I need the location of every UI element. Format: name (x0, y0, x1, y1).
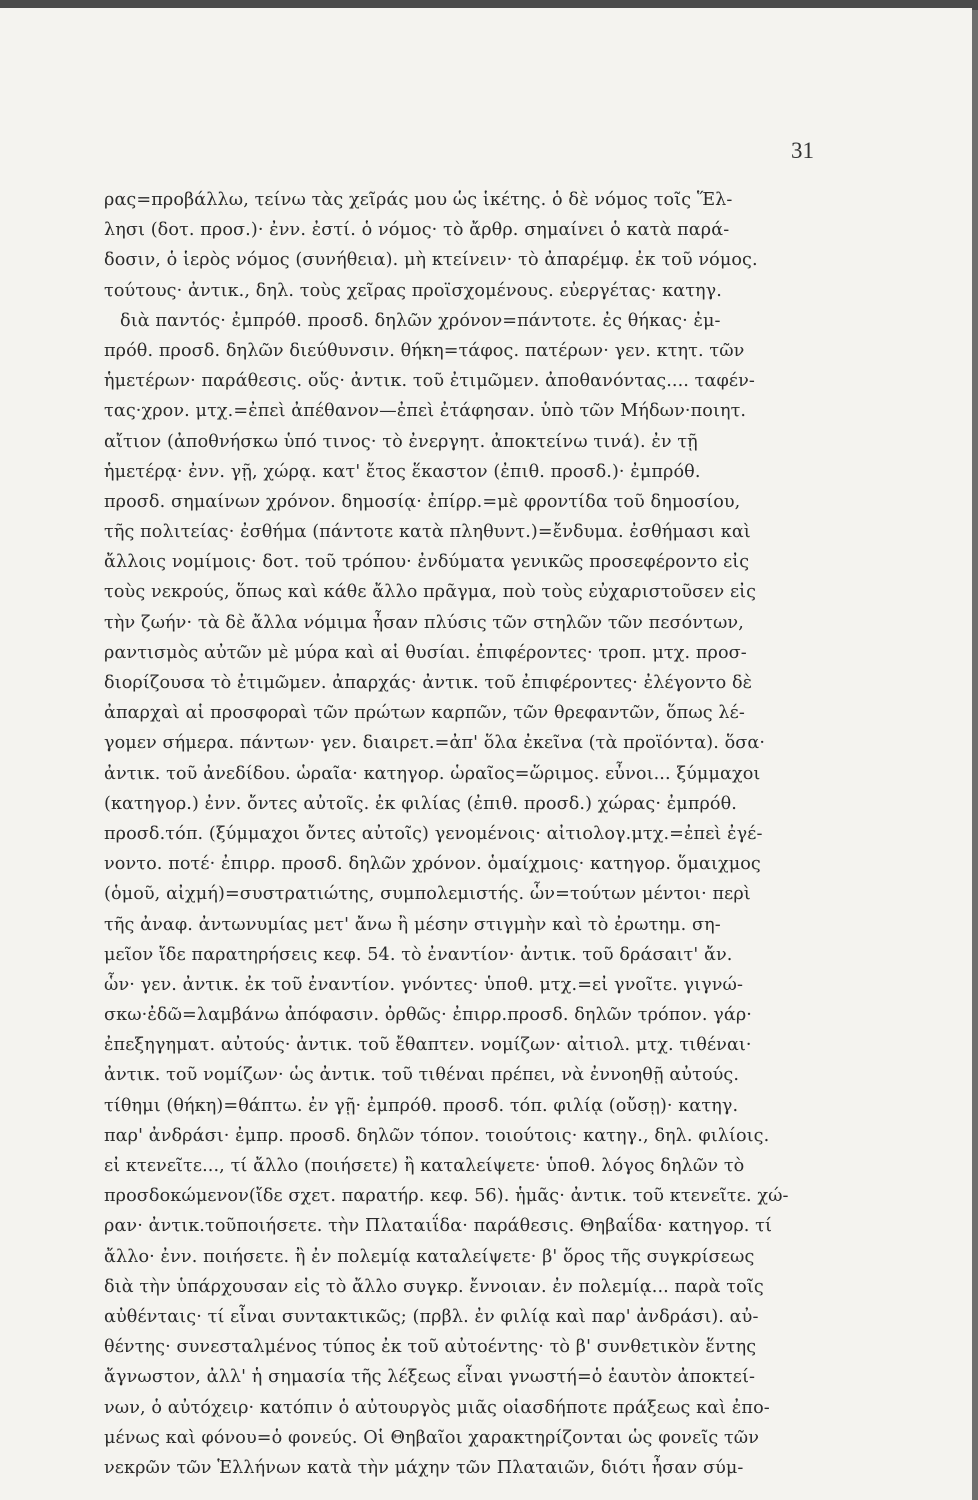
text-line: ὧν· γεν. ἀντικ. ἐκ τοῦ ἐναντίον. γνόντες· ὑποθ. μτχ.=εἰ γνοῖτε. γιγνώ- (104, 974, 744, 995)
text-line: προσδ.τόπ. (ξύμμαχοι ὄντες αὐτοῖς) γενομένοις· αἰτιολογ.μτχ.=ἐπεὶ ἐγέ- (104, 823, 763, 844)
text-line: τοὺς νεκρούς, ὅπως καὶ κάθε ἄλλο πρᾶγμα, ποὺ τοὺς εὐχαριστοῦσεν εἰς (104, 582, 757, 603)
text-line: τίθημι (θήκη)=θάπτω. ἐν γῇ· ἐμπρόθ. προσδ. τόπ. φιλίᾳ (οὔσῃ)· κατηγ. (104, 1095, 739, 1116)
text-line: λησι (δοτ. προσ.)· ἐνν. ἐστί. ὁ νόμος· τὸ ἄρθρ. σημαίνει ὁ κατὰ παρά- (104, 220, 730, 241)
text-line: μεῖον ἴδε παρατηρήσεις κεφ. 54. τὸ ἐναντίον· ἀντικ. τοῦ δράσαιτ' ἄν. (104, 944, 733, 965)
page-number: 31 (791, 138, 814, 163)
text-line: τούτους· ἀντικ., δηλ. τοὺς χεῖρας προϊσχομένους. εὐεργέτας· κατηγ. (104, 280, 722, 301)
text-line: μένως καὶ φόνου=ὁ φονεύς. Οἱ Θηβαῖοι χαρακτηρίζονται ὡς φονεῖς τῶν (104, 1427, 760, 1448)
text-line: ἄγνωστον, ἀλλ' ἡ σημασία τῆς λέξεως εἶναι γνωστή=ὁ ἑαυτὸν ἀποκτεί- (104, 1367, 756, 1388)
text-line: αὐθένταις· τί εἶναι συντακτικῶς; (πρβλ. ἐν φιλίᾳ καὶ παρ' ἀνδράσι). αὐ- (104, 1306, 759, 1327)
text-line: πρόθ. προσδ. δηλῶν διεύθυνσιν. θήκη=τάφος. πατέρων· γεν. κτητ. τῶν (104, 340, 745, 361)
text-line: θέντης· συνεσταλμένος τύπος ἐκ τοῦ αὐτοέντης· τὸ β' συνθετικὸν ἕντης (104, 1337, 757, 1358)
text-line: ραν· ἀντικ.τοῦποιήσετε. τὴν Πλαταιΐδα· παράθεσις. Θηβαΐδα· κατηγορ. τί (104, 1216, 772, 1237)
text-line: τὴν ζωήν· τὰ δὲ ἄλλα νόμιμα ἦσαν πλύσις τῶν στηλῶν τῶν πεσόντων, (104, 612, 744, 633)
text-line: αἴτιον (ἀποθνήσκω ὑπό τινος· τὸ ἐνεργητ. ἀποκτείνω τινά). ἐν τῇ (104, 431, 698, 452)
text-line: ἄλλοις νομίμοις· δοτ. τοῦ τρόπου· ἐνδύματα γενικῶς προσεφέροντο εἰς (104, 552, 750, 573)
text-line: διὰ παντός· ἐμπρόθ. προσδ. δηλῶν χρόνον=πάντοτε. ἐς θήκας· ἐμ- (120, 310, 721, 331)
text-line: (ὁμοῦ, αἰχμή)=συστρατιώτης, συμπολεμιστής. ὧν=τούτων μέντοι· περὶ (104, 884, 751, 905)
text-line: νεκρῶν τῶν Ἑλλήνων κατὰ τὴν μάχην τῶν Πλαταιῶν, διότι ἦσαν σύμ- (104, 1457, 744, 1478)
text-line: προσδ. σημαίνων χρόνον. δημοσίᾳ· ἐπίρρ.=μὲ φροντίδα τοῦ δημοσίου, (104, 491, 741, 512)
text-line: παρ' ἀνδράσι· ἐμπρ. προσδ. δηλῶν τόπον. τοιούτοις· κατηγ., δηλ. φιλίοις. (104, 1125, 770, 1146)
text-line: τῆς ἀναφ. ἀντωνυμίας μετ' ἄνω ἢ μέσην στιγμὴν καὶ τὸ ἐρωτημ. ση- (104, 914, 721, 935)
text-line: διὰ τὴν ὑπάρχουσαν εἰς τὸ ἄλλο συγκρ. ἔννοιαν. ἐν πολεμίᾳ... παρὰ τοῖς (104, 1276, 764, 1297)
commentary-text (104, 185, 826, 1483)
text-line: ἀντικ. τοῦ ἀνεδίδου. ὡραῖα· κατηγορ. ὡραῖος=ὥριμος. εὖνοι... ξύμμαχοι (104, 763, 761, 784)
text-line: δοσιν, ὁ ἱερὸς νόμος (συνήθεια). μὴ κτείνειν· τὸ ἀπαρέμφ. ἐκ τοῦ νόμος. (104, 250, 758, 271)
text-line: τας·χρον. μτχ.=ἐπεὶ ἀπέθανον—ἐπεὶ ἐτάφησαν. ὑπὸ τῶν Μήδων·ποιητ. (104, 401, 747, 422)
text-line: ἡμετέρων· παράθεσις. οὕς· ἀντικ. τοῦ ἐτιμῶμεν. ἀποθανόντας.... ταφέν- (104, 371, 755, 392)
text-line: τῆς πολιτείας· ἐσθήμα (πάντοτε κατὰ πληθυντ.)=ἔνδυμα. ἐσθήμασι καὶ (104, 522, 751, 543)
text-line: νοντο. ποτέ· ἐπιρρ. προσδ. δηλῶν χρόνον. ὁμαίχμοις· κατηγορ. ὅμαιχμος (104, 854, 761, 875)
text-line: ρας=προβάλλω, τείνω τὰς χεῖράς μου ὡς ἱκέτης. ὁ δὲ νόμος τοῖς Ἕλ- (104, 190, 733, 210)
text-line: διορίζουσα τὸ ἐτιμῶμεν. ἀπαρχάς· ἀντικ. τοῦ ἐπιφέροντες· ἐλέγοντο δὲ (104, 673, 753, 693)
text-line: ραντισμὸς αὐτῶν μὲ μύρα καὶ αἱ θυσίαι. ἐπιφέροντες· τροπ. μτχ. προσ- (104, 642, 747, 663)
text-line: σκω·ἐδῶ=λαμβάνω ἀπόφασιν. ὀρθῶς· ἐπιρρ.προσδ. δηλῶν τρόπον. γάρ· (104, 1005, 752, 1026)
text-line: ἄλλο· ἐνν. ποιήσετε. ἢ ἐν πολεμίᾳ καταλείψετε· β' ὅρος τῆς συγκρίσεως (104, 1246, 755, 1267)
text-line: εἰ κτενεῖτε..., τί ἄλλο (ποιήσετε) ἢ καταλείψετε· ὑποθ. λόγος δηλῶν τὸ (104, 1156, 745, 1176)
text-line: ἐπεξηγηματ. αὐτούς· ἀντικ. τοῦ ἔθαπτεν. νομίζων· αἰτιολ. μτχ. τιθέναι· (104, 1035, 752, 1056)
text-line: ἀπαρχαὶ αἱ προσφοραὶ τῶν πρώτων καρπῶν, τῶν θρεφαντῶν, ὅπως λέ- (104, 703, 745, 724)
text-line: ἀντικ. τοῦ νομίζων· ὡς ἀντικ. τοῦ τιθέναι πρέπει, νὰ ἐννοηθῇ αὐτούς. (104, 1065, 740, 1086)
text-line: ἡμετέρᾳ· ἐνν. γῇ, χώρᾳ. κατ' ἔτος ἕκαστον (ἐπιθ. προσδ.)· ἐμπρόθ. (104, 461, 701, 482)
book-page (0, 8, 972, 1500)
text-line: προσδοκώμενον(ἴδε σχετ. παρατήρ. κεφ. 56). ἡμᾶς· ἀντικ. τοῦ κτενεῖτε. χώ- (104, 1186, 789, 1207)
text-line: νων, ὁ αὐτόχειρ· κατόπιν ὁ αὐτουργὸς μιᾶς οἱασδήποτε πράξεως καὶ ἐπο- (104, 1397, 770, 1418)
text-line: γομεν σήμερα. πάντων· γεν. διαιρετ.=ἀπ' ὅλα ἐκεῖνα (τὰ προϊόντα). ὅσα· (104, 733, 766, 754)
text-line: (κατηγορ.) ἐνν. ὄντες αὐτοῖς. ἐκ φιλίας (ἐπιθ. προσδ.) χώρας· ἐμπρόθ. (104, 793, 737, 814)
